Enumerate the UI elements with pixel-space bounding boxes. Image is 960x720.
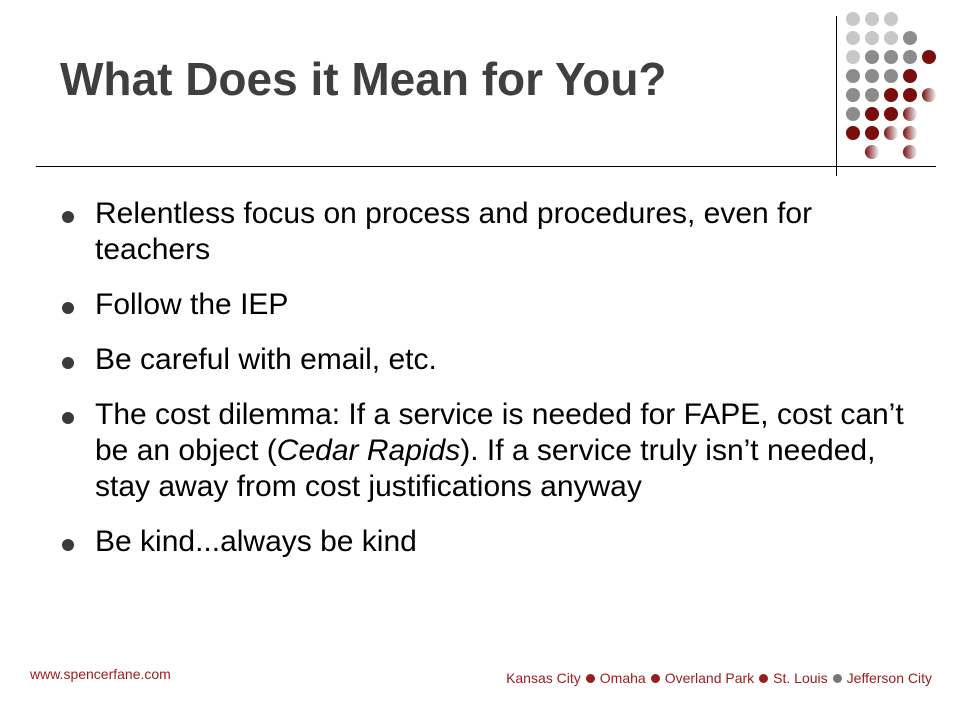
- decorative-dot-icon: [903, 31, 917, 45]
- decorative-dot-icon: [922, 88, 936, 102]
- bullet-dot-icon: [62, 211, 74, 223]
- decorative-dot-icon: [865, 126, 879, 140]
- city-separator-dot-icon: [833, 674, 842, 683]
- bullet-item: [60, 287, 920, 323]
- city-separator-dot-icon: [651, 674, 660, 683]
- footer-url: www.spencerfane.com: [30, 666, 171, 682]
- bullet-item: [60, 524, 920, 560]
- bullet-dot-icon: [62, 412, 74, 424]
- bullet-segment: Be careful with email, etc.: [95, 343, 437, 376]
- bullet-dot-icon: [62, 302, 74, 314]
- footer-city: Kansas City: [506, 670, 581, 686]
- decorative-dot-icon: [903, 88, 917, 102]
- decorative-dot-icon: [884, 12, 898, 26]
- decorative-dot-icon: [865, 50, 879, 64]
- decorative-dot-icon: [903, 145, 917, 159]
- decorative-dot-icon: [865, 31, 879, 45]
- decorative-dot-icon: [846, 69, 860, 83]
- bullet-segment: Be kind...always be kind: [95, 525, 417, 558]
- city-separator-dot-icon: [759, 674, 768, 683]
- decorative-dot-icon: [846, 12, 860, 26]
- decorative-dot-icon: [846, 107, 860, 121]
- footer-city: Overland Park: [664, 670, 755, 686]
- decorative-dot-icon: [865, 145, 879, 159]
- bullet-item: [60, 397, 920, 505]
- bullet-segment: Follow the IEP: [95, 288, 289, 321]
- decorative-dot-icon: [884, 126, 898, 140]
- footer-city: Jefferson City: [846, 670, 932, 686]
- decorative-dot-icon: [903, 107, 917, 121]
- bullet-item: [60, 342, 920, 378]
- bullet-segment: ). If a service truly isn’t needed, stay away from cost justifications anyway: [95, 434, 876, 503]
- footer-cities: [506, 670, 932, 686]
- decorative-dot-icon: [884, 107, 898, 121]
- bullet-dot-icon: [62, 357, 74, 369]
- bullet-segment: Relentless focus on process and procedures, even for teachers: [95, 197, 813, 266]
- bullet-list: [60, 196, 920, 579]
- decorative-dot-icon: [903, 126, 917, 140]
- city-separator-dot-icon: [586, 674, 595, 683]
- bullet-text: [95, 197, 812, 266]
- vertical-divider-line: [836, 16, 837, 176]
- decorative-dot-icon: [865, 107, 879, 121]
- decorative-dot-icon: [903, 50, 917, 64]
- bullet-text: [95, 343, 437, 376]
- footer-city: Omaha: [599, 670, 646, 686]
- bullet-italic-segment: Cedar Rapids: [276, 434, 461, 467]
- bullet-text: [95, 398, 904, 503]
- slide-title: What Does it Mean for You?: [60, 53, 667, 105]
- bullet-dot-icon: [62, 539, 74, 551]
- footer-city: St. Louis: [773, 670, 828, 686]
- decorative-dot-icon: [884, 88, 898, 102]
- decorative-dot-icon: [884, 50, 898, 64]
- bullet-text: [95, 525, 417, 558]
- decorative-dot-icon: [865, 12, 879, 26]
- decorative-dot-icon: [846, 31, 860, 45]
- decorative-dot-icon: [846, 88, 860, 102]
- decorative-dot-icon: [884, 31, 898, 45]
- bullet-text: [95, 288, 288, 321]
- decorative-dot-grid: [846, 12, 946, 168]
- decorative-dot-icon: [922, 50, 936, 64]
- bullet-segment: The cost dilemma: If a service is needed for FAPE, cost can’t be an object (: [95, 398, 904, 467]
- bullet-item: [60, 196, 920, 268]
- decorative-dot-icon: [903, 69, 917, 83]
- decorative-dot-icon: [846, 50, 860, 64]
- decorative-dot-icon: [865, 88, 879, 102]
- decorative-dot-icon: [884, 69, 898, 83]
- decorative-dot-icon: [846, 126, 860, 140]
- title-divider-line: [36, 166, 936, 167]
- decorative-dot-icon: [865, 69, 879, 83]
